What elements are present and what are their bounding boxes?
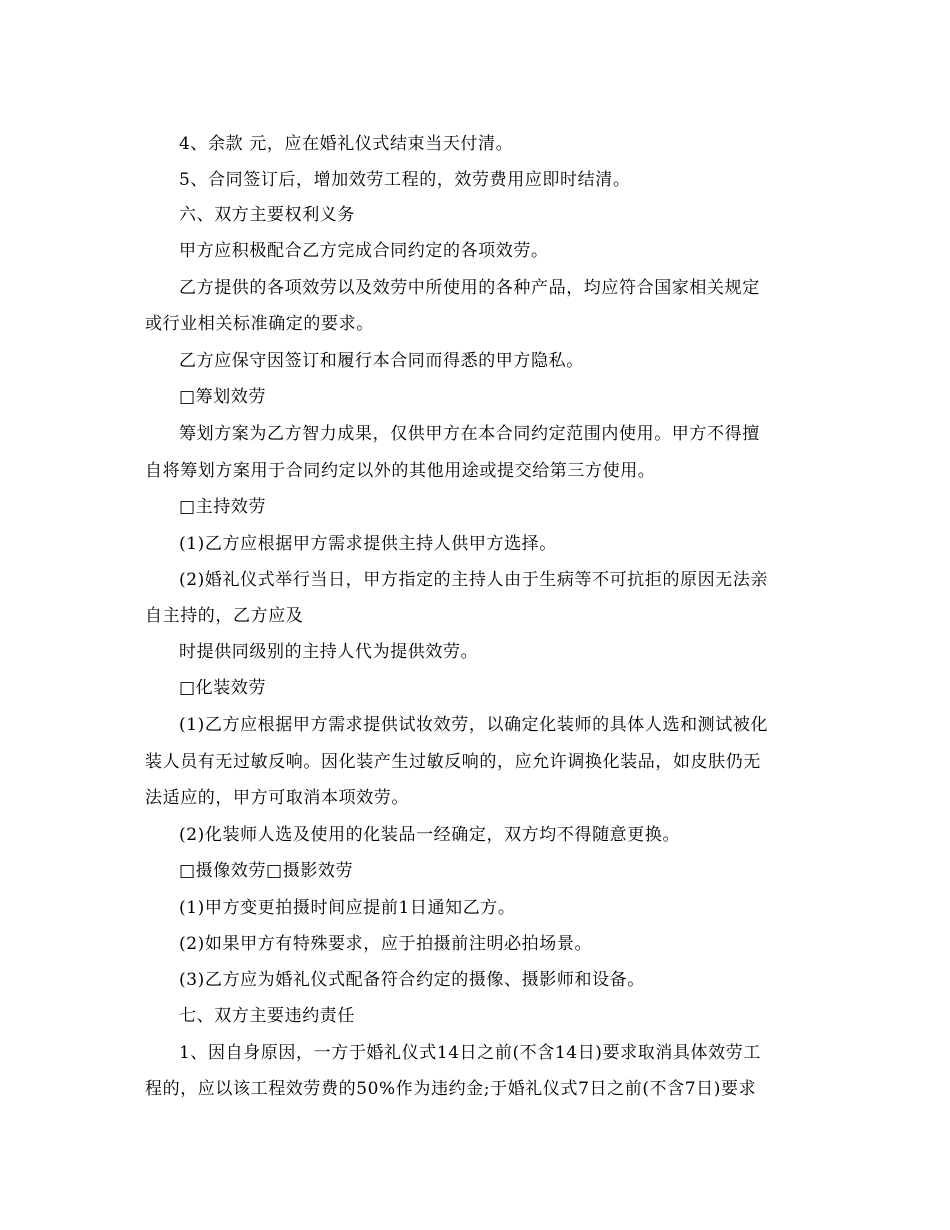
paragraph-line: 1、因自身原因，一方于婚礼仪式14日之前(不含14日)要求取消具体效劳工: [179, 1043, 761, 1063]
paragraph-line: (3)乙方应为婚礼仪式配备符合约定的摄像、摄影师和设备。: [179, 970, 645, 990]
paragraph-line: 自主持的，乙方应及: [145, 606, 304, 626]
section-heading: 六、双方主要权利义务: [179, 205, 355, 225]
paragraph-line: (2)婚礼仪式举行当日，甲方指定的主持人由于生病等不可抗拒的原因无法亲: [179, 570, 769, 590]
subsection-heading: □筹划效劳: [179, 387, 267, 407]
paragraph-line: 乙方应保守因签订和履行本合同而得悉的甲方隐私。: [179, 351, 584, 371]
paragraph-line: 自将筹划方案用于合同约定以外的其他用途或提交给第三方使用。: [145, 461, 656, 481]
paragraph-line: 筹划方案为乙方智力成果，仅供甲方在本合同约定范围内使用。甲方不得擅: [179, 424, 760, 444]
paragraph-line: (2)化装师人选及使用的化装品一经确定，双方均不得随意更换。: [179, 825, 681, 845]
subsection-heading: □摄像效劳□摄影效劳: [179, 861, 354, 881]
paragraph-line: (1)乙方应根据甲方需求提供试妆效劳，以确定化装师的具体人选和测试被化: [179, 715, 769, 735]
subsection-heading: □主持效劳: [179, 497, 267, 517]
paragraph-line: 程的，应以该工程效劳费的50%作为违约金;于婚礼仪式7日之前(不含7日)要求: [145, 1079, 757, 1099]
paragraph-line: (2)如果甲方有特殊要求，应于拍摄前注明必拍场景。: [179, 934, 593, 954]
paragraph-line: 乙方提供的各项效劳以及效劳中所使用的各种产品，均应符合国家相关规定: [179, 278, 760, 298]
section-heading: 七、双方主要违约责任: [179, 1006, 355, 1026]
paragraph-line: (1)乙方应根据甲方需求提供主持人供甲方选择。: [179, 534, 557, 554]
paragraph-line: 法适应的，甲方可取消本项效劳。: [145, 788, 409, 808]
paragraph-line: 时提供同级别的主持人代为提供效劳。: [179, 642, 479, 662]
subsection-heading: □化装效劳: [179, 678, 267, 698]
paragraph-line: 或行业相关标准确定的要求。: [145, 314, 374, 334]
paragraph-line: (1)甲方变更拍摄时间应提前1日通知乙方。: [179, 898, 516, 918]
paragraph-line: 4、余款 元，应在婚礼仪式结束当天付清。: [179, 134, 514, 154]
paragraph-line: 5、合同签订后，增加效劳工程的，效劳费用应即时结清。: [179, 170, 631, 190]
paragraph-line: 甲方应积极配合乙方完成合同约定的各项效劳。: [179, 241, 549, 261]
paragraph-line: 装人员有无过敏反响。因化装产生过敏反响的，应允许调换化装品，如皮肤仍无: [145, 752, 761, 772]
